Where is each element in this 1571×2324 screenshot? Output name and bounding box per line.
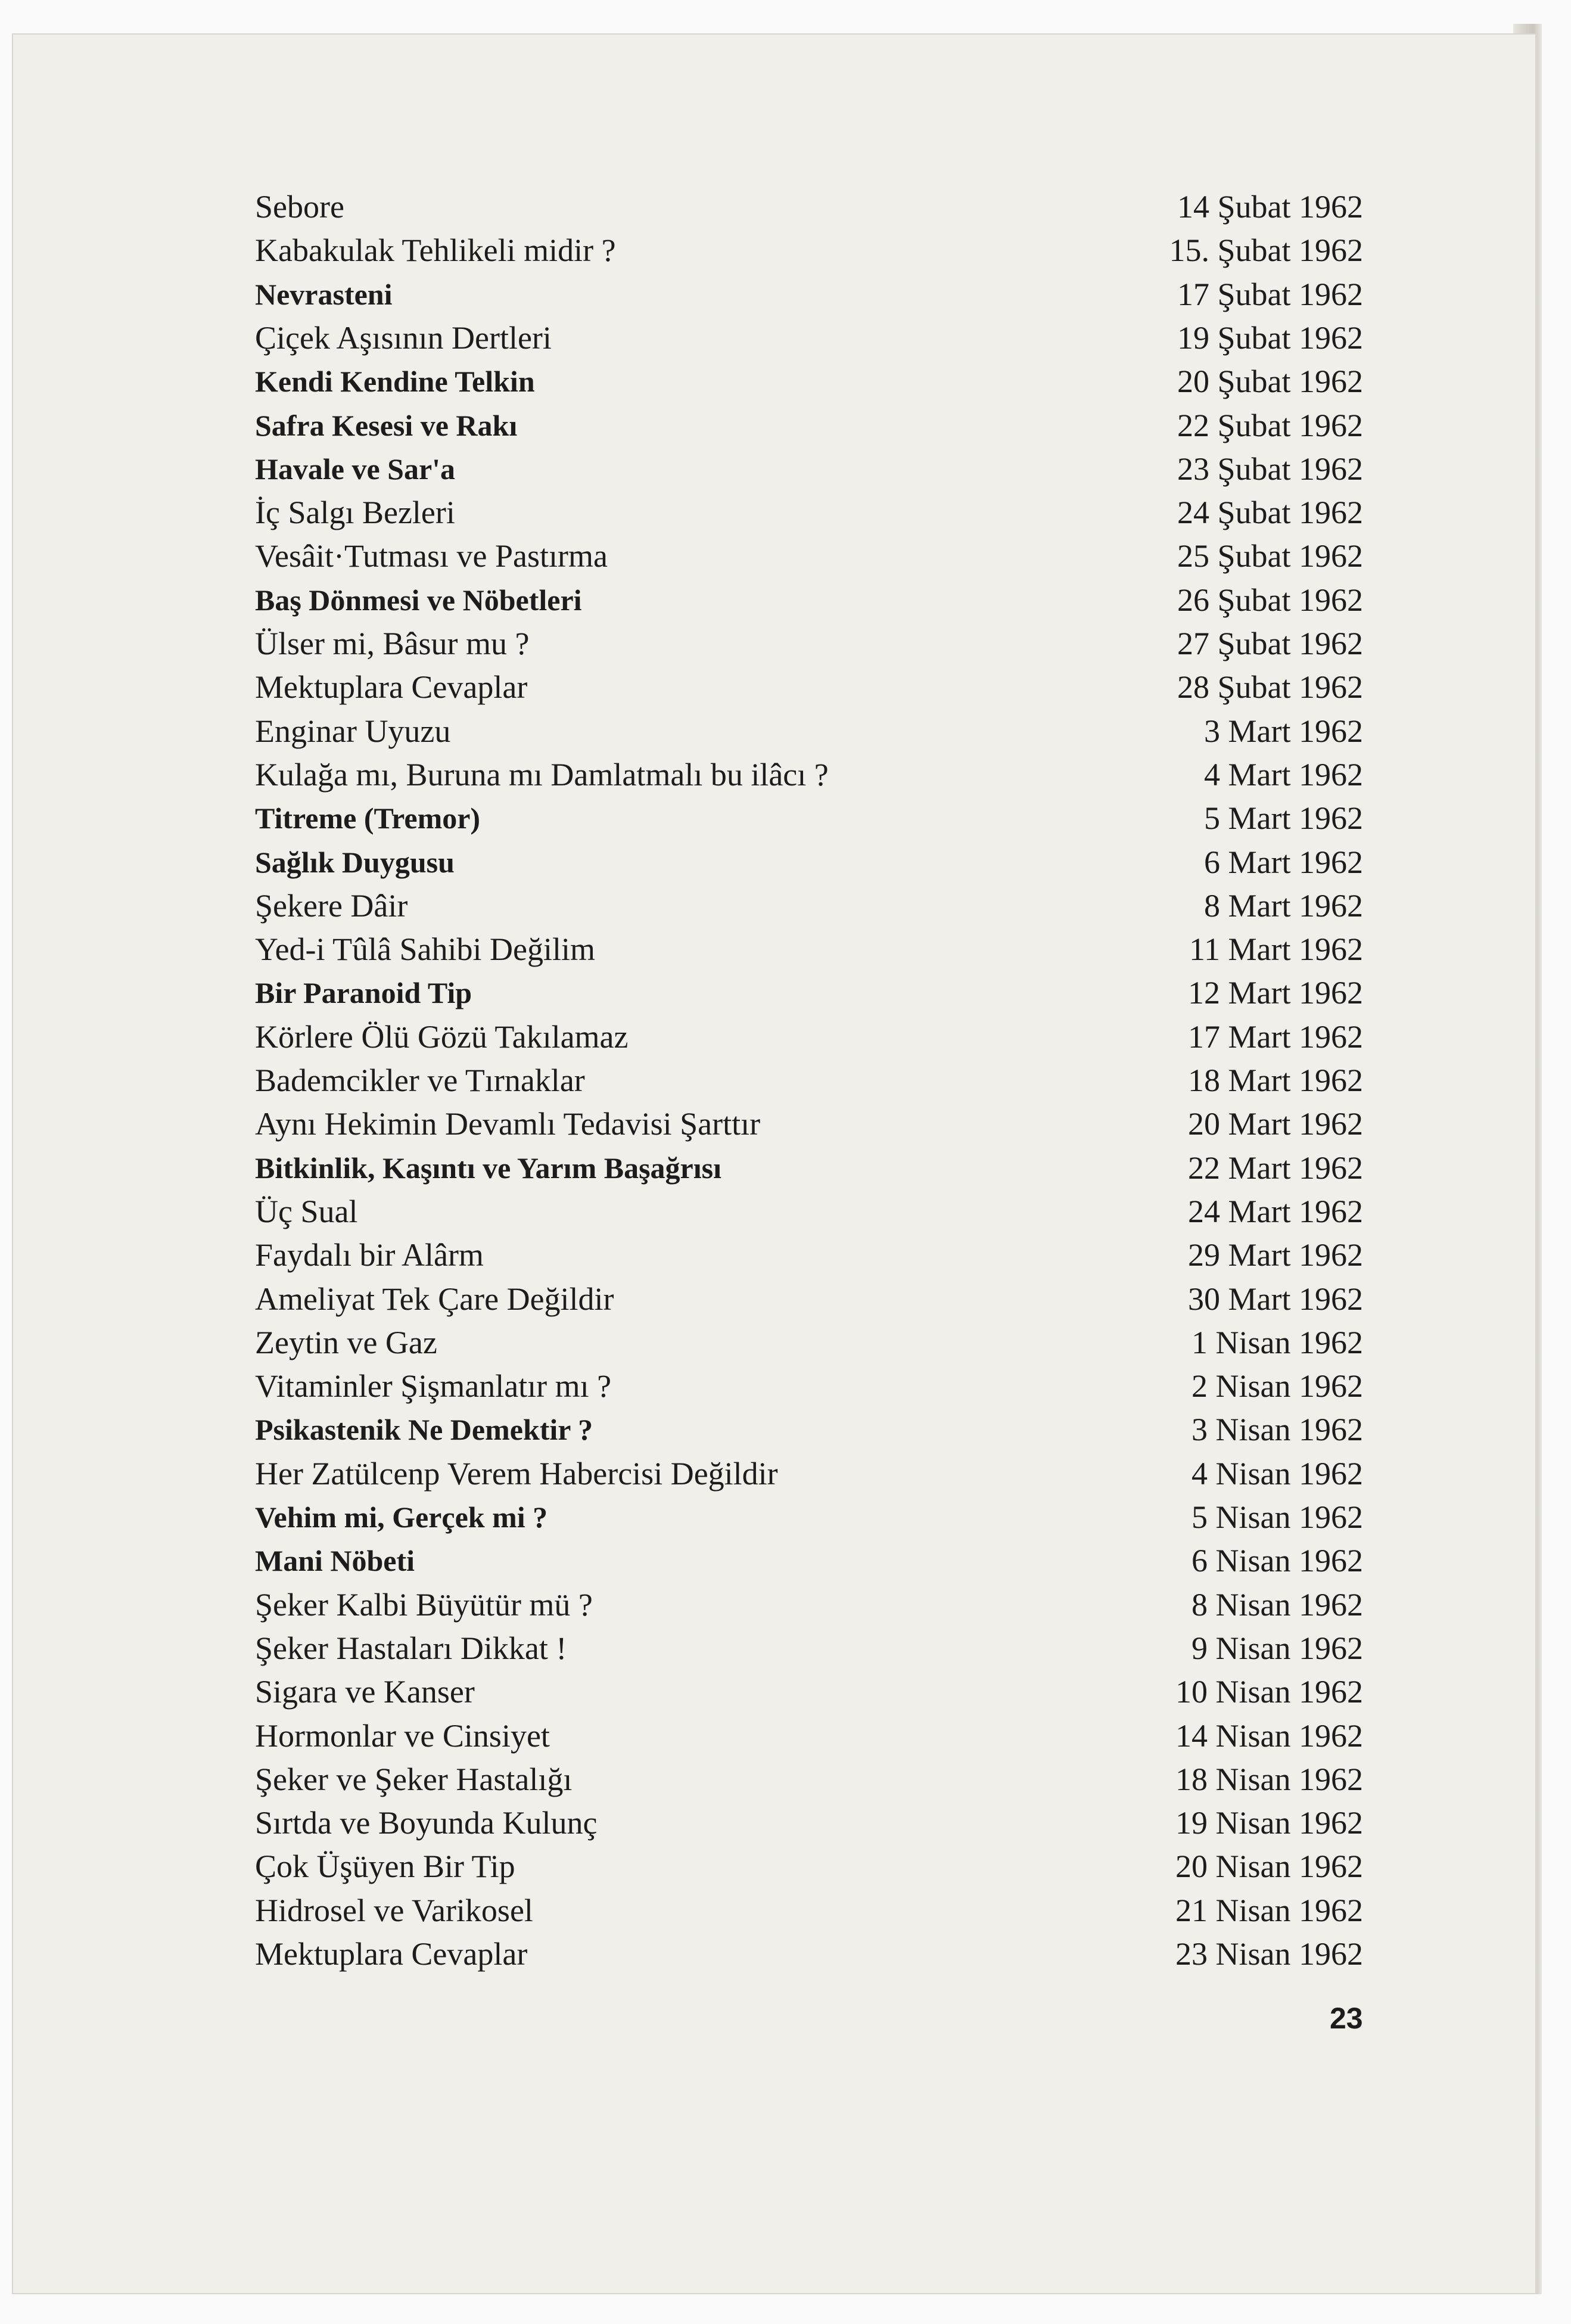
toc-entry-date: 3 Mart 1962 (1204, 713, 1363, 749)
toc-entry-title: Hormonlar ve Cinsiyet (255, 1718, 550, 1754)
page-number: 23 (1330, 2002, 1363, 2035)
toc-row (255, 666, 1363, 709)
toc-entry-title: Baş Dönmesi ve Nöbetleri (255, 583, 582, 617)
toc-row (255, 1147, 1363, 1189)
toc-entry-title: Vehim mi, Gerçek mi ? (255, 1500, 548, 1534)
toc-row (255, 1714, 1363, 1757)
toc-entry-date: 20 Nisan 1962 (1175, 1848, 1363, 1884)
toc-entry-date: 27 Şubat 1962 (1177, 626, 1363, 661)
toc-row (255, 448, 1363, 490)
toc-entry-date: 18 Nisan 1962 (1175, 1761, 1363, 1797)
toc-entry-title: Sağlık Duygusu (255, 846, 455, 879)
toc-entry-title: Körlere Ölü Gözü Takılamaz (255, 1019, 629, 1055)
toc-entry-title: Bir Paranoid Tip (255, 976, 472, 1009)
toc-entry-date: 3 Nisan 1962 (1192, 1412, 1363, 1447)
toc-entry-date: 10 Nisan 1962 (1175, 1674, 1363, 1710)
toc-entry-date: 15. Şubat 1962 (1169, 232, 1363, 268)
toc-entry-date: 23 Şubat 1962 (1177, 451, 1363, 487)
toc-entry-title: Ülser mi, Bâsur mu ? (255, 626, 530, 661)
toc-entry-title: Titreme (Tremor) (255, 801, 481, 835)
toc-entry-date: 11 Mart 1962 (1189, 931, 1363, 967)
toc-entry-title: Havale ve Sar'a (255, 452, 456, 486)
toc-entry-title: Psikastenik Ne Demektir ? (255, 1413, 593, 1446)
toc-entry-title: Vitaminler Şişmanlatır mı ? (255, 1368, 612, 1404)
toc-entry-date: 29 Mart 1962 (1188, 1237, 1363, 1273)
toc-row (255, 1801, 1363, 1844)
toc-row (255, 797, 1363, 840)
toc-entry-title: Enginar Uyuzu (255, 713, 451, 749)
toc-entry-title: Mektuplara Cevaplar (255, 669, 528, 705)
toc-entry-date: 5 Nisan 1962 (1192, 1499, 1363, 1535)
toc-row (255, 1059, 1363, 1102)
toc-entry-date: 4 Nisan 1962 (1192, 1456, 1363, 1492)
toc-entry-title: İç Salgı Bezleri (255, 495, 455, 530)
toc-entry-date: 2 Nisan 1962 (1192, 1368, 1363, 1404)
toc-row (255, 1496, 1363, 1539)
toc-entry-date: 14 Nisan 1962 (1175, 1718, 1363, 1754)
toc-entry-title: Bitkinlik, Kaşıntı ve Yarım Başağrısı (255, 1151, 721, 1185)
toc-entry-date: 30 Mart 1962 (1188, 1281, 1363, 1317)
toc-entry-title: Zeytin ve Gaz (255, 1325, 437, 1360)
toc-row (255, 1932, 1363, 1975)
toc-entry-date: 18 Mart 1962 (1188, 1062, 1363, 1098)
toc-row (255, 1670, 1363, 1713)
toc-row (255, 273, 1363, 316)
toc-entry-title: Çok Üşüyen Bir Tip (255, 1848, 515, 1884)
toc-entry-title: Aynı Hekimin Devamlı Tedavisi Şarttır (255, 1106, 761, 1142)
toc-entry-date: 14 Şubat 1962 (1177, 189, 1363, 225)
toc-entry-title: Kulağa mı, Buruna mı Damlatmalı bu ilâcı ? (255, 757, 829, 793)
toc-entry-date: 8 Nisan 1962 (1192, 1587, 1363, 1623)
toc-row (255, 1758, 1363, 1801)
toc-entry-date: 19 Şubat 1962 (1177, 320, 1363, 356)
toc-entry-title: Sigara ve Kanser (255, 1674, 475, 1710)
toc-row (255, 404, 1363, 447)
toc-row (255, 491, 1363, 534)
toc-row (255, 316, 1363, 359)
toc-entry-title: Nevrasteni (255, 278, 393, 311)
toc-entry-title: Kendi Kendine Telkin (255, 365, 535, 398)
toc-entry-title: Hidrosel ve Varikosel (255, 1893, 533, 1928)
toc-entry-date: 22 Şubat 1962 (1177, 408, 1363, 443)
toc-entry-title: Safra Kesesi ve Rakı (255, 409, 518, 442)
toc-entry-date: 20 Mart 1962 (1188, 1106, 1363, 1142)
toc-entry-title: Mektuplara Cevaplar (255, 1936, 528, 1972)
toc-entry-date: 1 Nisan 1962 (1192, 1325, 1363, 1360)
toc-entry-title: Üç Sual (255, 1194, 358, 1229)
toc-row (255, 1627, 1363, 1670)
toc-row (255, 884, 1363, 927)
toc-entry-date: 20 Şubat 1962 (1177, 363, 1363, 399)
toc-entry-title: Sebore (255, 189, 344, 225)
toc-entry-title: Her Zatülcenp Verem Habercisi Değildir (255, 1456, 778, 1492)
toc-entry-title: Yed-i Tûlâ Sahibi Değilim (255, 931, 596, 967)
toc-row (255, 1452, 1363, 1495)
toc-row (255, 535, 1363, 577)
toc-entry-date: 17 Şubat 1962 (1177, 276, 1363, 312)
toc-entry-date: 22 Mart 1962 (1188, 1150, 1363, 1186)
toc-entry-date: 12 Mart 1962 (1188, 975, 1363, 1011)
toc-entry-date: 5 Mart 1962 (1204, 800, 1363, 836)
toc-entry-date: 4 Mart 1962 (1204, 757, 1363, 793)
toc-entry-title: Vesâit·Tutması ve Pastırma (255, 538, 608, 574)
toc-row (255, 928, 1363, 971)
toc-entry-date: 19 Nisan 1962 (1175, 1805, 1363, 1841)
toc-entry-title: Şekere Dâir (255, 888, 408, 924)
toc-entry-title: Sırtda ve Boyunda Kulunç (255, 1805, 598, 1841)
toc-row (255, 1321, 1363, 1364)
toc-entry-title: Şeker Hastaları Dikkat ! (255, 1630, 567, 1666)
toc-entry-date: 6 Nisan 1962 (1192, 1543, 1363, 1579)
toc-row (255, 710, 1363, 753)
toc-entry-date: 24 Şubat 1962 (1177, 495, 1363, 530)
toc-row (255, 971, 1363, 1014)
toc-entry-title: Mani Nöbeti (255, 1544, 415, 1577)
toc-entry-date: 9 Nisan 1962 (1192, 1630, 1363, 1666)
toc-row (255, 622, 1363, 665)
toc-entry-title: Şeker ve Şeker Hastalığı (255, 1761, 573, 1797)
toc-row (255, 1583, 1363, 1626)
toc-row (255, 1190, 1363, 1233)
toc-entry-date: 17 Mart 1962 (1188, 1019, 1363, 1055)
toc-entry-date: 24 Mart 1962 (1188, 1194, 1363, 1229)
toc-row (255, 1845, 1363, 1888)
toc-row (255, 1889, 1363, 1932)
toc-row (255, 1234, 1363, 1276)
toc-row (255, 1365, 1363, 1408)
toc-row (255, 579, 1363, 622)
toc-entry-title: Kabakulak Tehlikeli midir ? (255, 232, 616, 268)
toc-row (255, 1102, 1363, 1145)
toc-entry-date: 6 Mart 1962 (1204, 844, 1363, 880)
toc-entry-title: Bademcikler ve Tırnaklar (255, 1062, 585, 1098)
toc-row (255, 360, 1363, 403)
toc-row (255, 185, 1363, 228)
toc-row (255, 1278, 1363, 1321)
toc-entry-title: Şeker Kalbi Büyütür mü ? (255, 1587, 593, 1623)
toc-row (255, 1408, 1363, 1451)
toc-row (255, 1015, 1363, 1058)
toc-entry-date: 8 Mart 1962 (1204, 888, 1363, 924)
toc-entry-date: 26 Şubat 1962 (1177, 582, 1363, 618)
toc-entry-title: Ameliyat Tek Çare Değildir (255, 1281, 614, 1317)
toc-entry-title: Faydalı bir Alârm (255, 1237, 484, 1273)
toc-entry-title: Çiçek Aşısının Dertleri (255, 320, 552, 356)
toc-row (255, 1539, 1363, 1582)
toc-entry-date: 23 Nisan 1962 (1175, 1936, 1363, 1972)
toc-row (255, 841, 1363, 884)
toc-entry-date: 21 Nisan 1962 (1175, 1893, 1363, 1928)
toc-entry-date: 25 Şubat 1962 (1177, 538, 1363, 574)
toc-row (255, 753, 1363, 796)
toc-row (255, 229, 1363, 272)
toc-entry-date: 28 Şubat 1962 (1177, 669, 1363, 705)
